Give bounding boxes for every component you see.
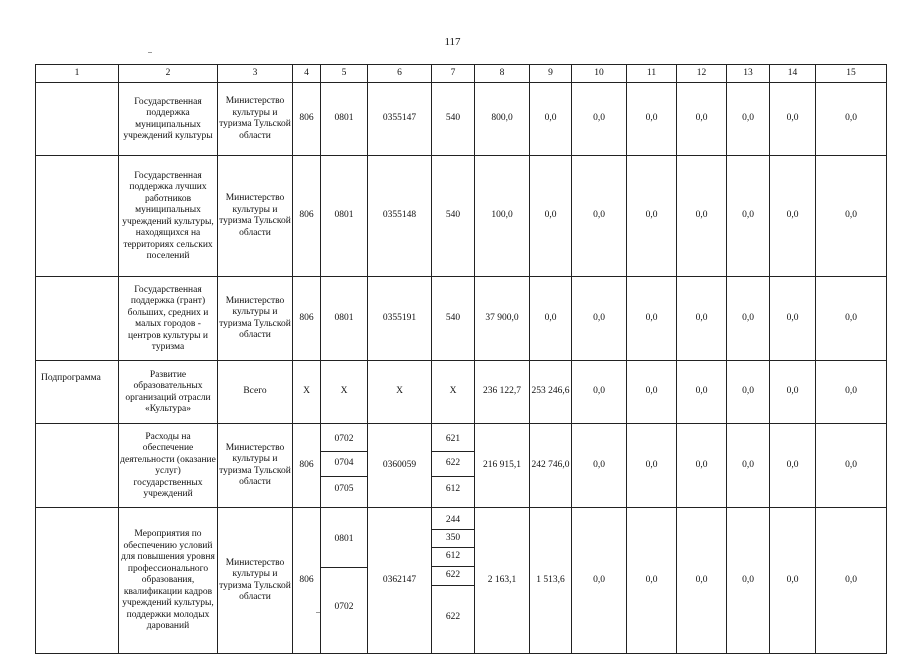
value-cell: 0,0 (572, 424, 627, 508)
value-cell: 0,0 (816, 83, 887, 156)
value-cell: 0,0 (770, 277, 816, 361)
program-type-cell (36, 424, 119, 508)
organization-cell: Министерство культуры и туризма Тульской области (218, 277, 293, 361)
value-cell: 0,0 (530, 156, 572, 277)
grbs-cell: Х (293, 361, 321, 424)
program-type-cell (36, 277, 119, 361)
header-row (36, 65, 887, 83)
value-cell: 0,0 (770, 83, 816, 156)
value-cell: 0,0 (677, 508, 727, 654)
table-row (36, 156, 887, 277)
rzpr-value: 0704 (321, 452, 367, 477)
page-number: 117 (444, 36, 461, 48)
rzpr-subtable (321, 429, 367, 502)
rzpr-cell: 0801 (321, 277, 368, 361)
organization-cell: Министерство культуры и туризма Тульской области (218, 156, 293, 277)
header-cell: 11 (627, 65, 677, 83)
header-cell: 10 (572, 65, 627, 83)
header-cell: 13 (727, 65, 770, 83)
value-cell: 37 900,0 (475, 277, 530, 361)
value-cell: 0,0 (770, 361, 816, 424)
program-type-cell: Подпрограмма (36, 361, 119, 424)
vr-cell (432, 508, 475, 654)
vr-value: 612 (432, 477, 474, 503)
event-name-cell: Расходы на обеспечение деятельности (оказание услуг) государственных учреждений (119, 424, 218, 508)
header-cell: 2 (119, 65, 218, 83)
budget-table (35, 64, 887, 654)
header-cell: 9 (530, 65, 572, 83)
value-cell: 0,0 (816, 361, 887, 424)
rzpr-value: 0705 (321, 477, 367, 503)
value-cell: 0,0 (530, 277, 572, 361)
value-cell: 0,0 (727, 424, 770, 508)
rzpr-cell (321, 508, 368, 654)
event-name-cell: Государственная поддержка (грант) больших, средних и малых городов - центров культуры и туризма (119, 277, 218, 361)
value-cell: 216 915,1 (475, 424, 530, 508)
vr-cell: 540 (432, 83, 475, 156)
program-type-cell (36, 83, 119, 156)
vr-value: 621 (445, 434, 461, 445)
table-row (36, 277, 887, 361)
header-cell: 14 (770, 65, 816, 83)
grbs-cell: 806 (293, 83, 321, 156)
csr-cell: 0355147 (368, 83, 432, 156)
value-cell: 1 513,6 (530, 508, 572, 654)
vr-value: 622 (432, 567, 474, 586)
header-cell: 5 (321, 65, 368, 83)
grbs-cell: 806 (293, 156, 321, 277)
value-cell: 236 122,7 (475, 361, 530, 424)
table-row (36, 424, 887, 508)
organization-cell: Министерство культуры и туризма Тульской области (218, 424, 293, 508)
header-cell: 3 (218, 65, 293, 83)
vr-value: 244 (445, 514, 461, 525)
value-cell: 0,0 (816, 508, 887, 654)
vr-value: 622 (432, 586, 474, 650)
grbs-cell: 806 (293, 508, 321, 654)
rzpr-value: 0702 (321, 568, 367, 649)
value-cell: 0,0 (816, 156, 887, 277)
event-name-cell: Государственная поддержка лучших работников муниципальных учреждений культуры, находящихся на территориях сельских поселений (119, 156, 218, 277)
value-cell: 0,0 (677, 424, 727, 508)
value-cell: 0,0 (572, 156, 627, 277)
scan-speck (148, 52, 152, 53)
vr-subtable (432, 512, 474, 649)
vr-cell: 540 (432, 156, 475, 277)
value-cell: 2 163,1 (475, 508, 530, 654)
vr-cell (432, 424, 475, 508)
value-cell: 0,0 (677, 361, 727, 424)
vr-cell: 540 (432, 277, 475, 361)
header-cell: 7 (432, 65, 475, 83)
value-cell: 0,0 (677, 156, 727, 277)
value-cell: 0,0 (727, 277, 770, 361)
value-cell: 242 746,0 (530, 424, 572, 508)
value-cell: 0,0 (627, 277, 677, 361)
csr-cell: 0362147 (368, 508, 432, 654)
rzpr-cell: 0801 (321, 83, 368, 156)
header-cell: 8 (475, 65, 530, 83)
value-cell: 0,0 (677, 83, 727, 156)
program-type-cell (36, 508, 119, 654)
header-cell: 4 (293, 65, 321, 83)
value-cell: 0,0 (727, 83, 770, 156)
value-cell: 100,0 (475, 156, 530, 277)
value-cell: 0,0 (770, 424, 816, 508)
value-cell: 0,0 (627, 361, 677, 424)
value-cell: 0,0 (627, 424, 677, 508)
value-cell: 0,0 (816, 424, 887, 508)
value-cell: 0,0 (816, 277, 887, 361)
value-cell: 0,0 (627, 156, 677, 277)
rzpr-cell: 0801 (321, 156, 368, 277)
organization-cell: Министерство культуры и туризма Тульской области (218, 508, 293, 654)
value-cell: 0,0 (530, 83, 572, 156)
vr-value: 350 (432, 530, 474, 548)
csr-cell: 0355191 (368, 277, 432, 361)
value-cell: 800,0 (475, 83, 530, 156)
table-row (36, 83, 887, 156)
value-cell: 0,0 (770, 156, 816, 277)
vr-subtable (432, 429, 474, 502)
scan-speck (316, 612, 320, 613)
grbs-cell: 806 (293, 424, 321, 508)
header-cell: 1 (36, 65, 119, 83)
csr-cell: 0360059 (368, 424, 432, 508)
grbs-cell: 806 (293, 277, 321, 361)
event-name-cell: Развитие образовательных организаций отрасли «Культура» (119, 361, 218, 424)
vr-value: 612 (432, 548, 474, 567)
rzpr-cell (321, 424, 368, 508)
rzpr-value: 0702 (334, 434, 354, 445)
table-row (36, 361, 887, 424)
header-cell: 12 (677, 65, 727, 83)
vr-cell: Х (432, 361, 475, 424)
csr-cell: Х (368, 361, 432, 424)
value-cell: 0,0 (627, 83, 677, 156)
organization-cell: Всего (218, 361, 293, 424)
rzpr-cell: Х (321, 361, 368, 424)
value-cell: 0,0 (572, 361, 627, 424)
value-cell: 0,0 (572, 83, 627, 156)
value-cell: 0,0 (770, 508, 816, 654)
value-cell: 253 246,6 (530, 361, 572, 424)
csr-cell: 0355148 (368, 156, 432, 277)
vr-value: 622 (432, 452, 474, 477)
value-cell: 0,0 (727, 156, 770, 277)
value-cell: 0,0 (727, 508, 770, 654)
event-name-cell: Мероприятия по обеспечению условий для повышения уровня профессионального образования, квалификации кадров учреждений культуры, поддержки молодых дарований (119, 508, 218, 654)
value-cell: 0,0 (572, 508, 627, 654)
value-cell: 0,0 (677, 277, 727, 361)
value-cell: 0,0 (727, 361, 770, 424)
value-cell: 0,0 (572, 277, 627, 361)
rzpr-value: 0801 (334, 534, 354, 545)
organization-cell: Министерство культуры и туризма Тульской области (218, 83, 293, 156)
header-cell: 15 (816, 65, 887, 83)
value-cell: 0,0 (627, 508, 677, 654)
table-row (36, 508, 887, 654)
rzpr-subtable (321, 513, 367, 648)
event-name-cell: Государственная поддержка муниципальных учреждений культуры (119, 83, 218, 156)
header-cell: 6 (368, 65, 432, 83)
program-type-cell (36, 156, 119, 277)
